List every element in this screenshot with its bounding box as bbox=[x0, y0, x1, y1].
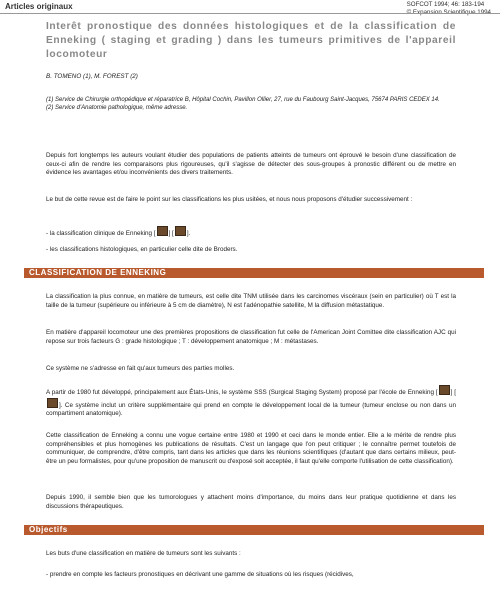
page-header bbox=[0, 0, 500, 14]
paragraph: Depuis 1990, il semble bien que les tumorologues y attachent moins d'importance, du moins dans leur pratique quotidienne et dans les discussions thérapeutiques. bbox=[46, 494, 456, 510]
reference-link-icon[interactable] bbox=[439, 385, 450, 395]
journal-line-1: SOFCOT 1994; 46: 183-194 bbox=[406, 1, 485, 8]
reference-link-icon[interactable] bbox=[47, 398, 58, 408]
list-text: - la classification clinique de Enneking bbox=[46, 230, 153, 237]
journal-citation bbox=[407, 1, 491, 17]
reference-link-icon[interactable] bbox=[157, 226, 168, 236]
authors: B. TOMENO (1), M. FOREST (2) bbox=[46, 73, 138, 80]
article-title: Interêt pronostique des données histologiques et de la classification de Enneking ( staging et grading ) dans les tumeurs primitives de l'appareil locomoteur bbox=[46, 21, 456, 60]
list-item: - prendre en compte les facteurs pronostiques en décrivant une gamme de situations où les risques (récidives, bbox=[46, 571, 354, 578]
paragraph: Les buts d'une classification en matière de tumeurs sont les suivants : bbox=[46, 550, 241, 557]
header-divider bbox=[0, 13, 500, 14]
reference-link-icon[interactable] bbox=[175, 226, 186, 236]
section-heading: CLASSIFICATION DE ENNEKING bbox=[29, 268, 167, 277]
paragraph: La classification la plus connue, en matière de tumeurs, est celle dite TNM utilisée dans les carcinomes viscéraux (sein en particulier) où T est la taille de la tumeur (supérieure ou inférieure à 5 cm de diamètre), N est l'adénopathie satellite, M la diffusion métastatique. bbox=[46, 293, 456, 309]
paragraph: Ce système ne s'adresse en fait qu'aux tumeurs des parties molles. bbox=[46, 365, 235, 372]
intro-paragraph-1: Depuis fort longtemps les auteurs voulant étudier des populations de patients atteints de tumeurs ont éprouvé le besoin d'une classification de ceux-ci afin de rendre les comparaisons plus rigoureuses, qu'il s'agisse de détecter des sous-groupes à pronostic différent ou de mettre en évidence les avantages et/ou inconvénients des divers traitements. bbox=[46, 152, 456, 176]
section-heading-banner bbox=[24, 268, 484, 278]
paragraph-text: A partir de 1980 fut développé, principalement aux États-Unis, le système SSS (Surgical Staging System) proposé par l'école de Enneking bbox=[46, 389, 434, 396]
section-tag: Articles originaux bbox=[5, 2, 73, 11]
intro-paragraph-2: Le but de cette revue est de faire le point sur les classifications les plus usitées, et nous nous proposons d'étudier successivement : bbox=[46, 196, 413, 203]
paragraph: A partir de 1980 fut développé, principalement aux États-Unis, le système SSS (Surgical Staging System) proposé par l'école de Enneking [ ] []. Ce système inclut un critère supplémentaire qui prend en compte le développement local de la tumeur (tumeur enclose ou non dans un compartiment anatomique). bbox=[46, 385, 456, 419]
intro-list-item-1: - la classification clinique de Enneking [ ] [ ]. bbox=[46, 226, 456, 239]
section-heading: Objectifs bbox=[29, 525, 68, 534]
paragraph: Cette classification de Enneking a connu une vogue certaine entre 1980 et 1990 et ceci dans le monde entier. Elle a le mérite de rendre plus compréhensibles et plus homogènes les publications de résultats. C'est un langage que l'on peut critiquer ; le connaître permet toutefois de communiquer, de comprendre, d'être compris, tant dans les articles que dans les réunions scientifiques (d'autant que dans certains milieux, peut-être un peu formalistes, pour qu'une proposition de manuscrit ou d'exposé soit acceptée, il faut qu'elle comporte l'utilisation de cette classification). bbox=[46, 432, 456, 465]
affiliation-1: (1) Service de Chirurgie orthopédique et réparatrice B, Hôpital Cochin, Pavillon Ollier, 27, rue du Faubourg Saint-Jacques, 75674 PARIS CEDEX 14. bbox=[46, 97, 440, 103]
paragraph-text: . Ce système inclut un critère supplémentaire qui prend en compte le développement local de la tumeur (tumeur enclose ou non dans un compartiment anatomique). bbox=[46, 401, 456, 417]
paragraph: En matière d'appareil locomoteur une des premières propositions de classification fut celle de l'American Joint Comittee dite classification AJC qui repose sur trois facteurs G : grade histologique ; T : développement anatomique ; M : métastases. bbox=[46, 329, 456, 345]
intro-list-item-2: - les classifications histologiques, en particulier celle dite de Broders. bbox=[46, 246, 238, 253]
affiliations bbox=[46, 96, 456, 112]
section-heading-banner bbox=[24, 525, 484, 535]
affiliation-2: (2) Service d'Anatomie pathologique, même adresse. bbox=[46, 105, 188, 111]
